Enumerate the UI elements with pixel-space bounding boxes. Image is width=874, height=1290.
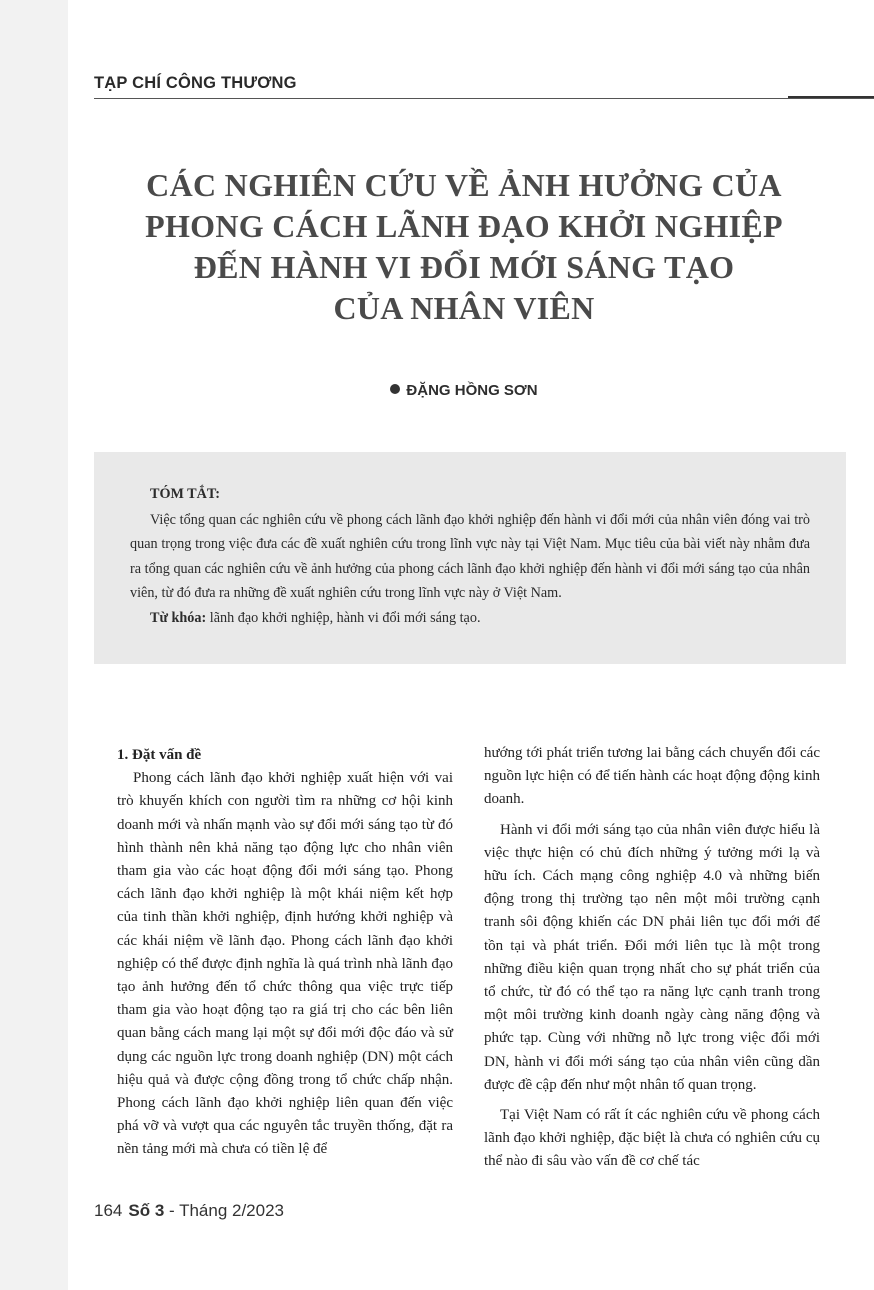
body-column-right <box>484 742 820 1181</box>
title-line: ĐẾN HÀNH VI ĐỔI MỚI SÁNG TẠO <box>193 249 735 285</box>
body-paragraph: Phong cách lãnh đạo khởi nghiệp xuất hiện với vai trò khuyến khích con người tìm ra những cơ hội kinh doanh mới và nhấn mạnh vào sự đổi mới sáng tạo từ đó hình thành nên khả năng tạo động lực cho nhân viên tham gia vào các hoạt động đổi mới sáng tạo. Phong cách lãnh đạo khởi nghiệp là một khái niệm kết hợp của tinh thần khởi nghiệp, định hướng khởi nghiệp và các khái niệm về lãnh đạo. Phong cách lãnh đạo khởi nghiệp có thể được định nghĩa là quá trình nhà lãnh đạo tạo ảnh hưởng đến tổ chức thông qua việc trực tiếp tham gia vào hoạt động tạo ra giá trị cho các bên liên quan bằng cách mang lại một sự đổi mới độc đáo và sử dụng các nguồn lực trong doanh nghiệp (DN) một cách hiệu quả và được cộng đồng trong tổ chức chấp nhận. Phong cách lãnh đạo khởi nghiệp liên quan đến việc phá vỡ và vượt qua các nguyên tắc truyền thống, đặt ra nền tảng mới mà chưa có tiền lệ để <box>117 770 453 1158</box>
section-heading: 1. Đặt vấn đề <box>117 747 202 763</box>
article-title <box>94 165 834 329</box>
abstract-content <box>130 482 810 630</box>
keywords-label: Từ khóa: <box>150 609 207 626</box>
body-paragraph: hướng tới phát triển tương lai bằng cách chuyển đổi các nguồn lực hiện có để tiến hành các hoạt động động kinh doanh. <box>484 745 820 808</box>
abstract-text: Việc tổng quan các nghiên cứu về phong cách lãnh đạo khởi nghiệp đến hành vi đổi mới của nhân viên đóng vai trò quan trọng trong việc đưa các đề xuất nghiên cứu trong lĩnh vực này tại Việt Nam. Mục tiêu của bài viết này nhằm đưa ra tổng quan các nghiên cứu về ảnh hưởng của phong cách lãnh đạo khởi nghiệp đến hành vi đổi mới sáng tạo của nhân viên, từ đó đưa ra những đề xuất nghiên cứu trong lĩnh vực này ở Việt Nam. <box>130 511 810 601</box>
title-line: CỦA NHÂN VIÊN <box>333 290 595 326</box>
title-line: PHONG CÁCH LÃNH ĐẠO KHỞI NGHIỆP <box>145 208 783 244</box>
page-number: 164 <box>94 1201 123 1220</box>
bullet-icon <box>390 384 400 394</box>
body-paragraph: Hành vi đổi mới sáng tạo của nhân viên được hiểu là việc thực hiện có chủ đích những ý tưởng mới lạ và hữu ích. Cách mạng công nghiệp 4.0 và những biến động trong thị trường tạo nên một môi trường cạnh tranh sôi động khiến các DN phải liên tục đổi mới để tồn tại và phát triển. Đổi mới liên tục là một trong những điều kiện quan trọng nhất cho sự phát triển của tổ chức, từ đó có thể tạo ra năng lực cạnh tranh trong một môi trường kinh doanh ngày càng năng động và phức tạp. Cùng với những nỗ lực trong việc đổi mới DN, hành vi đổi mới sáng tạo của nhân viên cũng dần được đề cập đến như một nhân tố quan trọng. <box>484 821 820 1093</box>
header-rule <box>94 98 874 99</box>
author-name: ĐẶNG HỒNG SƠN <box>406 382 538 399</box>
abstract-heading: TÓM TẮT: <box>150 486 221 502</box>
left-margin-strip <box>0 0 68 1290</box>
title-line: CÁC NGHIÊN CỨU VỀ ẢNH HƯỞNG CỦA <box>146 167 782 203</box>
keywords-list: lãnh đạo khởi nghiệp, hành vi đổi mới sáng tạo. <box>206 609 481 626</box>
issue-date: - Tháng 2/2023 <box>164 1201 285 1220</box>
journal-name: TẠP CHÍ CÔNG THƯƠNG <box>94 74 297 92</box>
issue-label: Số 3 <box>128 1201 165 1220</box>
keywords <box>130 606 810 631</box>
body-column-left <box>117 744 453 1169</box>
page-footer <box>94 1201 284 1221</box>
author-byline <box>94 382 834 399</box>
header-rule-accent <box>788 96 874 98</box>
body-paragraph: Tại Việt Nam có rất ít các nghiên cứu về phong cách lãnh đạo khởi nghiệp, đặc biệt là chưa có nghiên cứu cụ thể nào đi sâu vào vấn đề cơ chế tác <box>484 1107 820 1170</box>
abstract-box <box>94 452 846 664</box>
